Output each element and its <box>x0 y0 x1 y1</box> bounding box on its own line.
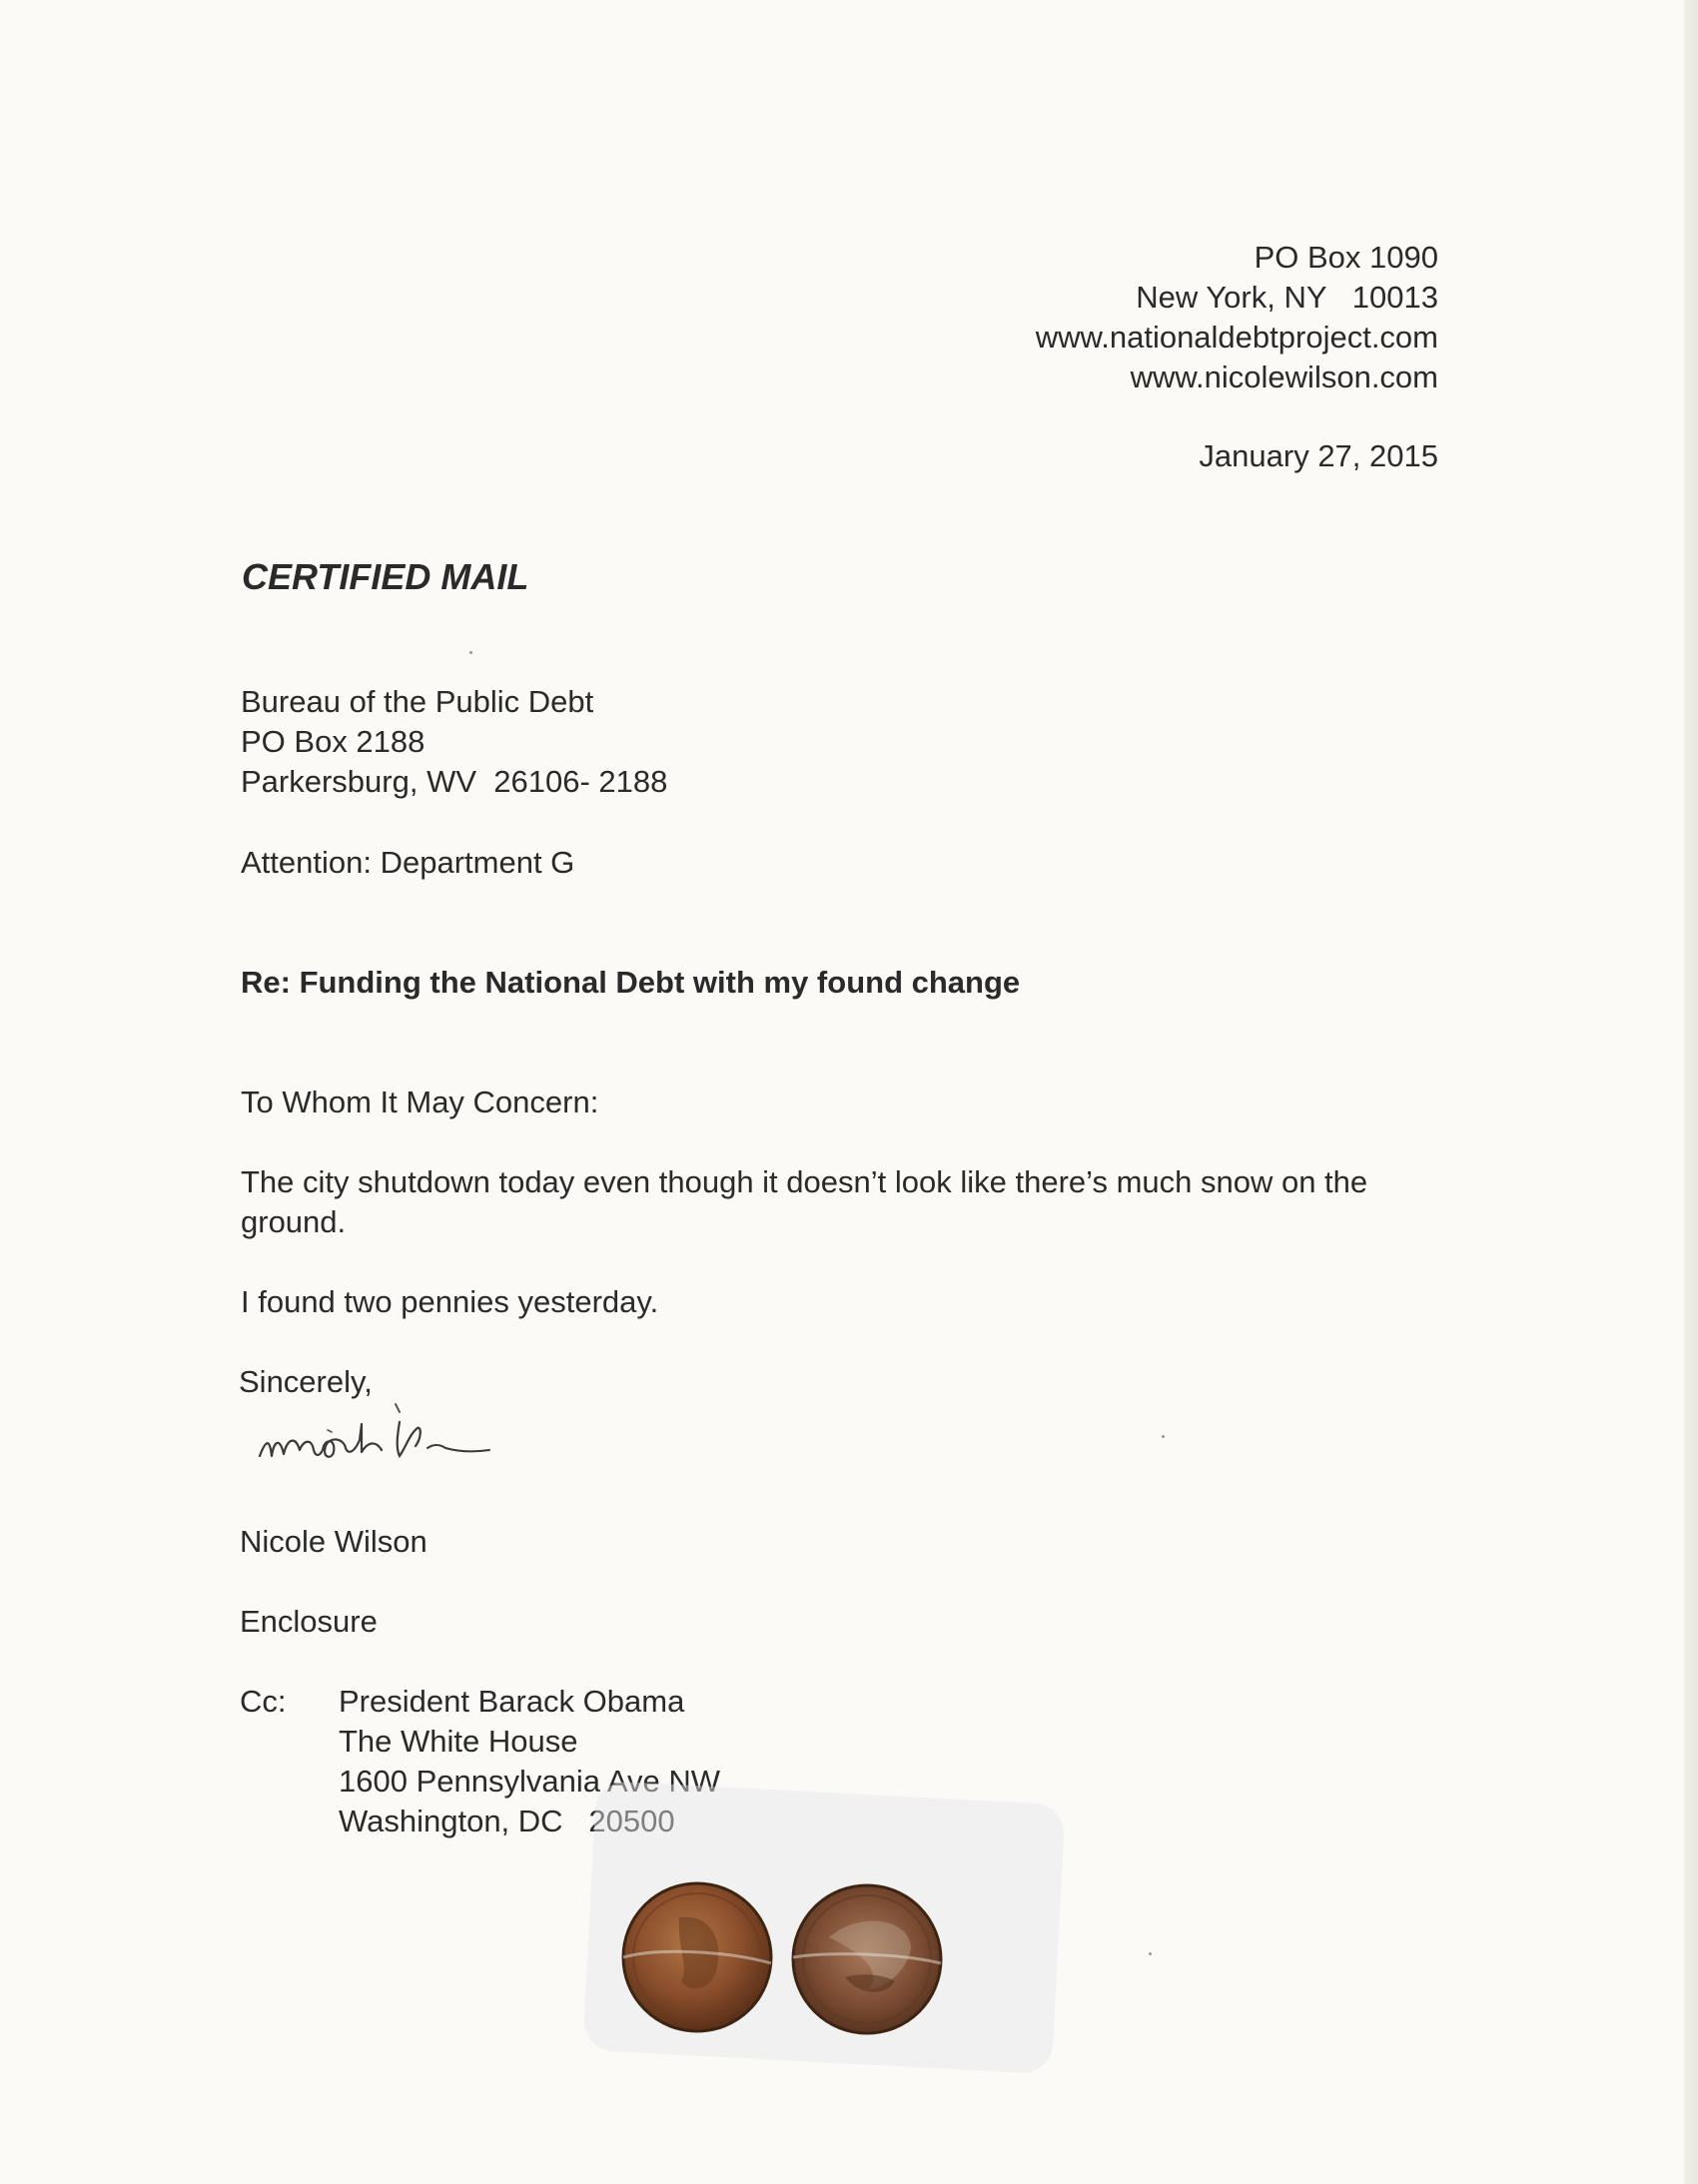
closing: Sincerely, <box>239 1364 373 1399</box>
cc-name: President Barack Obama <box>339 1684 685 1719</box>
cc-address-line1: The White House <box>339 1724 578 1759</box>
subject-line: Re: Funding the National Debt with my found change <box>241 965 1021 1000</box>
sender-address-line2: New York, NY 10013 <box>1136 280 1438 315</box>
sender-address <box>1036 238 1438 397</box>
recipient-name: Bureau of the Public Debt <box>241 684 594 719</box>
signer-name: Nicole Wilson <box>240 1524 427 1559</box>
recipient-address-line1: PO Box 2188 <box>241 724 425 759</box>
body-paragraph-1: The city shutdown today even though it doesn’t look like there’s much snow on the ground. <box>241 1164 1368 1239</box>
cc-address-line3: Washington, DC 20500 <box>339 1804 675 1838</box>
paper-edge <box>1684 0 1698 2184</box>
body-paragraph-2: I found two pennies yesterday. <box>241 1284 659 1319</box>
mail-type-heading: CERTIFIED MAIL <box>242 556 529 597</box>
paper-speck <box>1149 1952 1152 1955</box>
recipient-address <box>241 682 667 802</box>
sender-website2: www.nicolewilson.com <box>1130 360 1438 394</box>
handwritten-signature <box>250 1378 599 1488</box>
attached-pennies <box>619 1877 959 2037</box>
cc-label: Cc: <box>240 1684 287 1719</box>
penny-icon <box>793 1885 941 2033</box>
letter-date: January 27, 2015 <box>1199 438 1438 473</box>
enclosure-note: Enclosure <box>240 1604 378 1639</box>
penny-icon <box>623 1883 771 2031</box>
recipient-address-line2: Parkersburg, WV 26106- 2188 <box>241 764 668 799</box>
sender-address-line1: PO Box 1090 <box>1254 240 1438 275</box>
attention-line: Attention: Department G <box>241 845 575 880</box>
sender-website1: www.nationaldebtproject.com <box>1035 320 1438 355</box>
cc-address-line2: 1600 Pennsylvania Ave NW <box>339 1764 720 1799</box>
paper-speck <box>469 651 472 654</box>
salutation: To Whom It May Concern: <box>241 1085 599 1119</box>
paper-speck <box>1162 1435 1165 1438</box>
